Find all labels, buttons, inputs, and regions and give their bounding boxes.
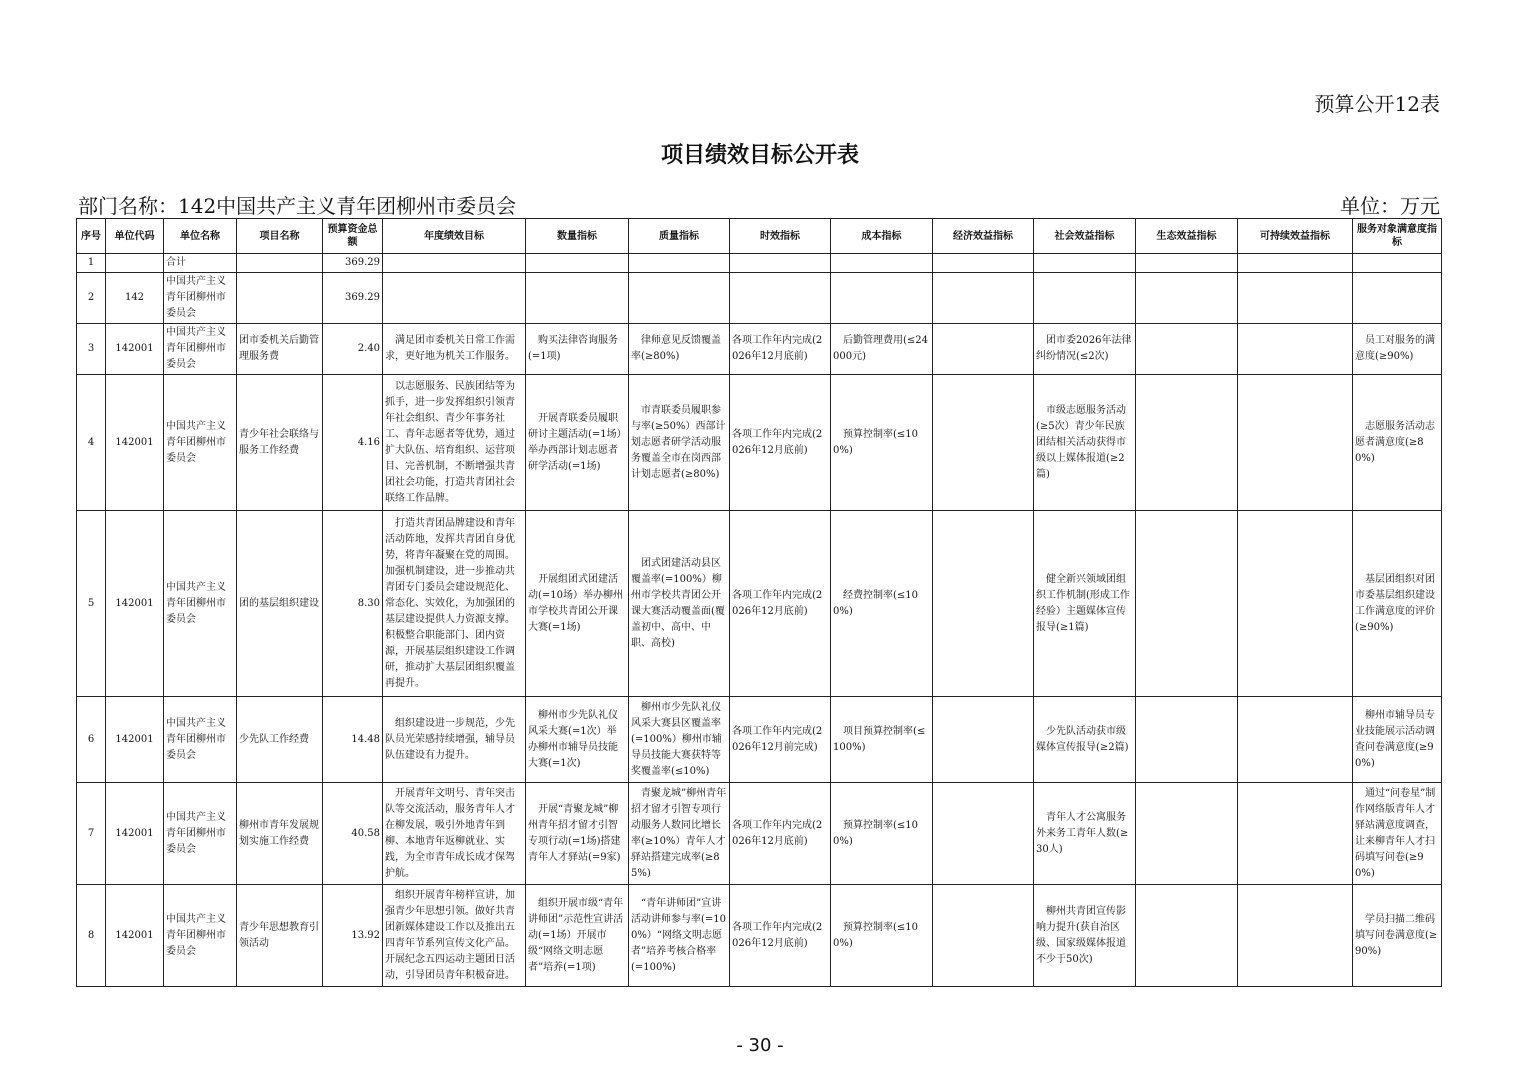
cell-unit: 中国共产主义青年团柳州市委员会 (164, 783, 237, 885)
cell-ecological (1136, 783, 1238, 885)
cell-timeliness: 各项工作年内完成(2026年12月底前) (730, 324, 831, 375)
cell-no: 2 (77, 273, 106, 324)
cell-no: 5 (77, 511, 106, 697)
performance-table (76, 218, 1442, 987)
cell-quality: 青聚龙城”柳州青年招才留才引智专项行动服务人数同比增长率(≥10%）青年人才驿站搭建完成率(≥85%) (629, 783, 730, 885)
cell-sustainable (1238, 697, 1353, 783)
cell-cost: 预算控制率(≤100%) (831, 375, 933, 511)
col-header: 成本指标 (831, 219, 933, 254)
page-number: - 30 - (736, 1035, 784, 1056)
cell-satisfaction: 基层团组织对团市委基层组织建设工作满意度的评价(≥90%) (1353, 511, 1442, 697)
cell-quantity: 柳州市少先队礼仪风采大赛(=1次）举办柳州市辅导员技能大赛(=1次) (526, 697, 629, 783)
cell-quality: “青年讲师团”宣讲活动讲师参与率(=100%）“网络文明志愿者”培养考核合格率(=100%) (629, 885, 730, 987)
cell-economic (933, 273, 1034, 324)
table-row (77, 375, 1442, 511)
cell-code: 142001 (106, 375, 164, 511)
cell-economic (933, 885, 1034, 987)
table-row (77, 885, 1442, 987)
cell-cost: 后勤管理费用(≤24000元) (831, 324, 933, 375)
cell-social: 健全新兴领域团组织工作机制(形成工作经验）主题媒体宣传报导(≥1篇) (1034, 511, 1136, 697)
cell-code: 142001 (106, 783, 164, 885)
cell-no: 8 (77, 885, 106, 987)
cell-code: 142001 (106, 511, 164, 697)
cell-unit: 中国共产主义青年团柳州市委员会 (164, 511, 237, 697)
cell-sustainable (1238, 885, 1353, 987)
cell-project: 少先队工作经费 (237, 697, 323, 783)
cell-social: 柳州共青团宣传影响力提升(获自治区级、国家级媒体报道不少于50次) (1034, 885, 1136, 987)
cell-timeliness: 各项工作年内完成(2026年12月底前) (730, 511, 831, 697)
cell-unit: 中国共产主义青年团柳州市委员会 (164, 324, 237, 375)
cell-quantity: 开展“青聚龙城”柳州青年招才留才引智专项行动(=1场)搭建青年人才驿站(=9家) (526, 783, 629, 885)
col-header: 时效指标 (730, 219, 831, 254)
col-header: 预算资金总额 (323, 219, 383, 254)
cell-amount: 40.58 (323, 783, 383, 885)
cell-unit: 中国共产主义青年团柳州市委员会 (164, 375, 237, 511)
cell-ecological (1136, 375, 1238, 511)
cell-code: 142001 (106, 324, 164, 375)
cell-cost: 预算控制率(≤100%) (831, 783, 933, 885)
cell-project: 柳州市青年发展规划实施工作经费 (237, 783, 323, 885)
cell-project: 青少年思想教育引领活动 (237, 885, 323, 987)
cell-satisfaction (1353, 273, 1442, 324)
col-header: 数量指标 (526, 219, 629, 254)
col-header: 单位代码 (106, 219, 164, 254)
cell-project: 团的基层组织建设 (237, 511, 323, 697)
col-header: 社会效益指标 (1034, 219, 1136, 254)
cell-ecological (1136, 324, 1238, 375)
cell-goal: 满足团市委机关日常工作需求，更好地为机关工作服务。 (383, 324, 526, 375)
cell-timeliness (730, 273, 831, 324)
cell-quantity: 开展青联委员履职研讨主题活动(=1场）举办西部计划志愿者研学活动(=1场) (526, 375, 629, 511)
col-header: 项目名称 (237, 219, 323, 254)
cell-goal: 开展青年文明号、青年突击队等交流活动，服务青年人才在柳发展，吸引外地青年到柳、本地青年返柳就业、实践，为全市青年成长成才保驾护航。 (383, 783, 526, 885)
cell-satisfaction: 柳州市辅导员专业技能展示活动调查问卷满意度(≥90%) (1353, 697, 1442, 783)
cell-cost (831, 273, 933, 324)
cell-quality (629, 254, 730, 273)
cell-timeliness: 各项工作年内完成(2026年12月底前) (730, 885, 831, 987)
page-title: 项目绩效目标公开表 (660, 143, 859, 168)
header-row (77, 219, 1442, 254)
cell-unit: 中国共产主义青年团柳州市委员会 (164, 697, 237, 783)
cell-no: 1 (77, 254, 106, 273)
cell-timeliness (730, 254, 831, 273)
cell-sustainable (1238, 324, 1353, 375)
cell-social (1034, 254, 1136, 273)
cell-amount: 369.29 (323, 273, 383, 324)
cell-cost (831, 254, 933, 273)
cell-quantity (526, 254, 629, 273)
col-header: 序号 (77, 219, 106, 254)
cell-code: 142 (106, 273, 164, 324)
cell-quality: 柳州市少先队礼仪风采大赛县区覆盖率(=100%）柳州市辅导员技能大赛获特等奖覆盖率(≤10%) (629, 697, 730, 783)
cell-cost: 项目预算控制率(≤100%) (831, 697, 933, 783)
cell-cost: 预算控制率(≤100%) (831, 885, 933, 987)
cell-code: 142001 (106, 697, 164, 783)
table-row (77, 324, 1442, 375)
cell-quantity (526, 273, 629, 324)
cell-project (237, 254, 323, 273)
cell-ecological (1136, 273, 1238, 324)
col-header: 经济效益指标 (933, 219, 1034, 254)
cell-amount: 369.29 (323, 254, 383, 273)
cell-goal: 打造共青团品牌建设和青年活动阵地，发挥共青团自身优势，将青年凝聚在党的周围。加强机制建设，进一步推动共青团专门委员会建设规范化、常态化、实效化，为加强团的基层建设提供人力资源支撑。积极整合职能部门、团内资源，开展基层组织建设工作调研，推动扩大基层团组织覆盖再提升。 (383, 511, 526, 697)
cell-no: 4 (77, 375, 106, 511)
cell-quality (629, 273, 730, 324)
cell-no: 3 (77, 324, 106, 375)
cell-project (237, 273, 323, 324)
cell-social: 市级志愿服务活动(≥5次）青少年民族团结相关活动获得市级以上媒体报道(≥2篇) (1034, 375, 1136, 511)
cell-economic (933, 511, 1034, 697)
cell-economic (933, 783, 1034, 885)
cell-satisfaction: 员工对服务的满意度(≥90%) (1353, 324, 1442, 375)
cell-social: 团市委2026年法律纠纷情况(≤2次) (1034, 324, 1136, 375)
cell-amount: 13.92 (323, 885, 383, 987)
cell-code (106, 254, 164, 273)
table-row (77, 273, 1442, 324)
cell-social: 青年人才公寓服务外来务工青年人数(≥30人) (1034, 783, 1136, 885)
cell-social (1034, 273, 1136, 324)
cell-goal (383, 273, 526, 324)
cell-ecological (1136, 697, 1238, 783)
cell-goal: 组织开展青年榜样宣讲，加强青少年思想引领。做好共青团新媒体建设工作以及推出五四青年节系列宣传文化产品。开展纪念五四运动主题团日活动，引导团员青年积极奋进。 (383, 885, 526, 987)
cell-quantity: 组织开展市级“青年讲师团”示范性宣讲活动(=1场）开展市级“网络文明志愿者”培养(=1项) (526, 885, 629, 987)
cell-goal (383, 254, 526, 273)
col-header: 服务对象满意度指标 (1353, 219, 1442, 254)
table-row (77, 511, 1442, 697)
col-header: 年度绩效目标 (383, 219, 526, 254)
cell-code: 142001 (106, 885, 164, 987)
cell-economic (933, 324, 1034, 375)
cell-quality: 律师意见反馈覆盖率(≥80%) (629, 324, 730, 375)
cell-timeliness: 各项工作年内完成(2026年12月底前) (730, 783, 831, 885)
cell-quality: 市青联委员履职参与率(≥50%）西部计划志愿者研学活动服务覆盖全市在岗西部计划志愿者(≥80%) (629, 375, 730, 511)
table-row (77, 783, 1442, 885)
cell-quantity: 购买法律咨询服务(=1项) (526, 324, 629, 375)
cell-timeliness: 各项工作年内完成(2026年12月前完成) (730, 697, 831, 783)
cell-amount: 8.30 (323, 511, 383, 697)
cell-goal: 以志愿服务、民族团结等为抓手，进一步发挥组织引领青年社会组织、青少年事务社工、青年志愿者等优势，通过扩大队伍、培育组织、运营项目、完善机制，不断增强共青团社会功能，打造共青团社会联络工作品牌。 (383, 375, 526, 511)
cell-amount: 14.48 (323, 697, 383, 783)
col-header: 质量指标 (629, 219, 730, 254)
cell-unit: 中国共产主义青年团柳州市委员会 (164, 273, 237, 324)
cell-unit: 合计 (164, 254, 237, 273)
table-number: 预算公开12表 (1314, 92, 1440, 116)
cell-economic (933, 375, 1034, 511)
cell-ecological (1136, 885, 1238, 987)
cell-project: 团市委机关后勤管理服务费 (237, 324, 323, 375)
cell-satisfaction: 志愿服务活动志愿者满意度(≥80%) (1353, 375, 1442, 511)
cell-satisfaction: 学员扫描二维码填写问卷满意度(≥90%) (1353, 885, 1442, 987)
cell-satisfaction (1353, 254, 1442, 273)
cell-satisfaction: 通过“问卷星”制作网络版青年人才驿站满意度调查，让来柳青年人才扫码填写问卷(≥90%) (1353, 783, 1442, 885)
cell-cost: 经费控制率(≤100%) (831, 511, 933, 697)
cell-no: 7 (77, 783, 106, 885)
table-row (77, 697, 1442, 783)
cell-economic (933, 254, 1034, 273)
cell-sustainable (1238, 783, 1353, 885)
cell-quantity: 开展组团式团建活动(=10场）举办柳州市学校共青团公开课大赛(=1场) (526, 511, 629, 697)
cell-timeliness: 各项工作年内完成(2026年12月底前) (730, 375, 831, 511)
currency-unit: 单位：万元 (1340, 194, 1440, 218)
cell-amount: 4.16 (323, 375, 383, 511)
cell-ecological (1136, 511, 1238, 697)
cell-project: 青少年社会联络与服务工作经费 (237, 375, 323, 511)
cell-social: 少先队活动获市级媒体宣传报导(≥2篇) (1034, 697, 1136, 783)
cell-economic (933, 697, 1034, 783)
cell-sustainable (1238, 511, 1353, 697)
cell-unit: 中国共产主义青年团柳州市委员会 (164, 885, 237, 987)
cell-amount: 2.40 (323, 324, 383, 375)
cell-sustainable (1238, 273, 1353, 324)
cell-no: 6 (77, 697, 106, 783)
col-header: 生态效益指标 (1136, 219, 1238, 254)
cell-sustainable (1238, 254, 1353, 273)
table-row (77, 254, 1442, 273)
cell-ecological (1136, 254, 1238, 273)
cell-quality: 团式团建活动县区覆盖率(=100%）柳州市学校共青团公开课大赛活动覆盖面(覆盖初中、高中、中职、高校) (629, 511, 730, 697)
cell-sustainable (1238, 375, 1353, 511)
department-name: 部门名称：142中国共产主义青年团柳州市委员会 (78, 194, 517, 218)
col-header: 单位名称 (164, 219, 237, 254)
cell-goal: 组织建设进一步规范，少先队员光荣感持续增强，辅导员队伍建设有力提升。 (383, 697, 526, 783)
col-header: 可持续效益指标 (1238, 219, 1353, 254)
